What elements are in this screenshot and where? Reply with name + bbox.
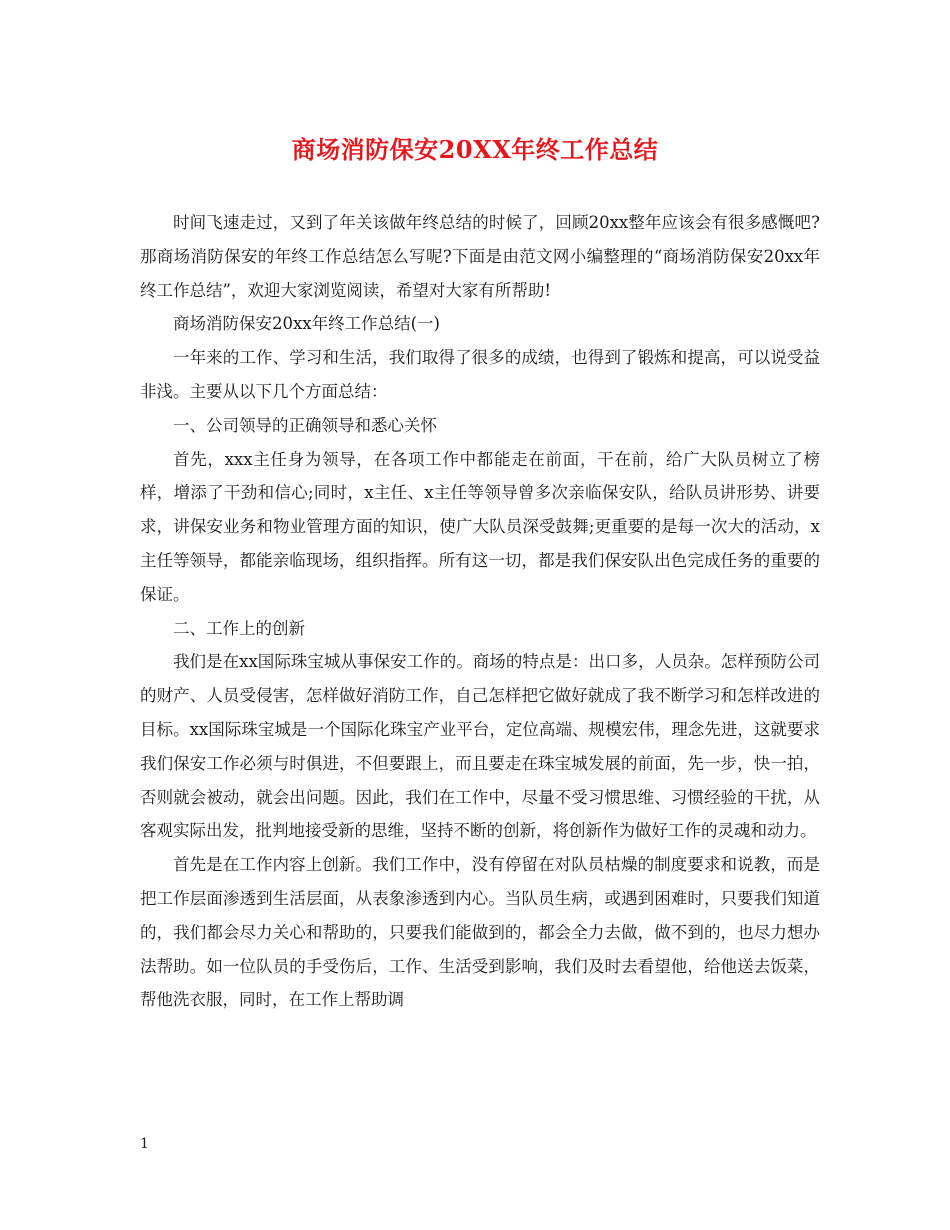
paragraph-content-innovation: 首先是在工作内容上创新。我们工作中，没有停留在对队员枯燥的制度要求和说教，而是把工作层面渗透到生活层面，从表象渗透到内心。当队员生病，或遇到困难时，只要我们知道的，我们都会尽力关心和帮助的，只要我们能做到的，都会全力去做，做不到的，也尽力想办法帮助。如一位队员的手受伤后，工作、生活受到影响，我们及时去看望他，给他送去饭菜，帮他洗衣服，同时，在工作上帮助调	[140, 855, 820, 1010]
page-number: 1	[140, 1136, 149, 1152]
paragraph-innovation: 我们是在xx国际珠宝城从事保安工作的。商场的特点是：出口多，人员杂。怎样预防公司的财产、人员受侵害，怎样做好消防工作，自己怎样把它做好就成了我不断学习和怎样改进的目标。xx国际珠宝城是一个国际化珠宝产业平台，定位高端、规模宏伟，理念先进，这就要求我们保安工作必须与时俱进，不但要跟上，而且要走在珠宝城发展的前面，先一步，快一拍，否则就会被动，就会出问题。因此，我们在工作中，尽量不受习惯思维、习惯经验的干扰，从客观实际出发，批判地接受新的思维，坚持不断的创新，将创新作为做好工作的灵魂和动力。	[140, 652, 820, 841]
paragraph-leadership: 首先，xxx主任身为领导，在各项工作中都能走在前面，干在前，给广大队员树立了榜样，增添了干劲和信心;同时，x主任、x主任等领导曾多次亲临保安队，给队员讲形势、讲要求，讲保安业务和物业管理方面的知识，使广大队员深受鼓舞;更重要的是每一次大的活动，x主任等领导，都能亲临现场，组织指挥。所有这一切，都是我们保安队出色完成任务的重要的保证。	[140, 449, 820, 604]
paragraph-heading-innovation: 二、工作上的创新	[173, 618, 305, 638]
document-body	[140, 206, 820, 1017]
paragraph-overview: 一年来的工作、学习和生活，我们取得了很多的成绩，也得到了锻炼和提高，可以说受益非浅。主要从以下几个方面总结：	[140, 348, 820, 401]
paragraph-heading-leadership: 一、公司领导的正确领导和悉心关怀	[173, 415, 437, 435]
document-title: 商场消防保安20XX年终工作总结	[291, 135, 659, 164]
paragraph-section-heading: 商场消防保安20xx年终工作总结(一)	[173, 314, 440, 334]
paragraph-intro: 时间飞速走过，又到了年关该做年终总结的时候了，回顾20xx整年应该会有很多感慨吧?那商场消防保安的年终工作总结怎么写呢?下面是由范文网小编整理的“商场消防保安20xx年终工作总结”，欢迎大家浏览阅读，希望对大家有所帮助!	[140, 213, 820, 300]
